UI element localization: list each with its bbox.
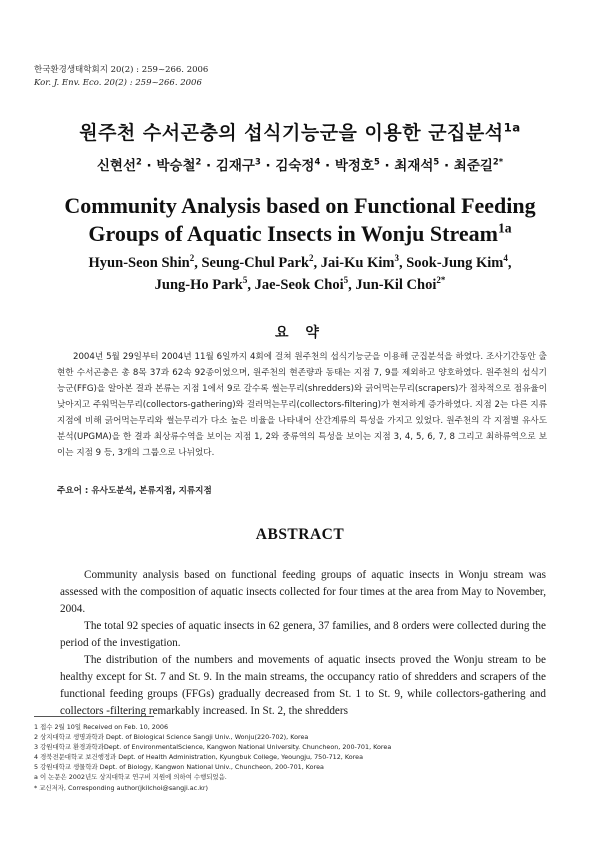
author-en: Jun-Kil Choi$^{2*}$ bbox=[355, 275, 446, 293]
footnote: 2 상지대학교 생명과학과 Dept. of Biological Science Sangji Univ., Wonju(220-702), Korea bbox=[34, 733, 309, 742]
keywords-label: 주요어 : bbox=[57, 486, 89, 496]
keywords-text: 유사도분석, 본류지점, 지류지점 bbox=[91, 486, 212, 496]
title-english-line2: Groups of Aquatic Insects in Wonju Stream$^{1a}$ bbox=[88, 220, 512, 246]
author-en: Jai-Ku Kim$^3$ bbox=[320, 253, 399, 271]
author-en: Seung-Chul Park$^2$ bbox=[201, 253, 314, 271]
abstract-paragraph: The total 92 species of aquatic insects in 62 genera, 37 families, and 8 orders were collected during the period of the investigation. bbox=[60, 620, 546, 649]
keywords bbox=[57, 484, 212, 496]
footnote: a 이 논문은 2002년도 상지대학교 연구비 지원에 의하여 수행되었음. bbox=[34, 773, 227, 782]
author-ko: 최준길$^{2*}$ bbox=[453, 156, 504, 174]
author-en: Jung-Ho Park$^5$ bbox=[154, 275, 248, 293]
authors-korean: 신현선$^2$ · 박승철$^2$ · 김재구$^3$ · 김숙정$^4$ · 박정호$^5$ · 최재석$^5$ · 최준길$^{2*}$ bbox=[96, 156, 504, 174]
footnote: 3 강원대학교 환경과학과Dept. of EnvironmentalScience, Kangwon National University. Chuncheon, 200-701, Korea bbox=[34, 743, 392, 752]
title-english bbox=[0, 192, 600, 248]
author-ko: 신현선$^2$ bbox=[96, 156, 142, 174]
authors-english: Hyun-Seon Shin$^2$, Seung-Chul Park$^2$, Jai-Ku Kim$^3$, Sook-Jung Kim$^4$, Jung-Ho Park$^5$, Jae-Seok Choi$^5$, Jun-Kil Choi$^{2*}$ bbox=[88, 253, 512, 293]
author-en: Sook-Jung Kim$^4$ bbox=[406, 253, 508, 271]
author-en: Hyun-Seon Shin$^2$ bbox=[88, 253, 195, 271]
author-ko: 최재석$^5$ bbox=[394, 156, 440, 174]
footnote: 1 접수 2월 10일 Received on Feb. 10, 2006 bbox=[34, 723, 169, 731]
footnotes bbox=[34, 722, 574, 793]
author-ko: 박승철$^2$ bbox=[156, 156, 202, 174]
title-english-sup: 1a bbox=[497, 220, 512, 236]
title-korean bbox=[0, 118, 600, 145]
korean-summary bbox=[57, 349, 547, 461]
author-ko: 김재구$^3$ bbox=[215, 156, 261, 174]
title-korean-sup: 1a bbox=[503, 120, 521, 135]
journal-citation-en: Kor. J. Env. Eco. 20(2) : 259~266. 2006 bbox=[34, 78, 202, 88]
footnote: 4 경북전문대학교 보건행정과 Dept. of Health Administration, Kyungbuk College, Yeoungju, 750-712, Korea bbox=[34, 753, 363, 762]
abstract-paragraph: The distribution of the numbers and movements of aquatic insects proved the Wonju stream to be healthy except for St. 7 and St. 9. In the main streams, the occupancy ratio of shredders and scrapers of the functional feeding groups (FFGs) gradually decreased from St. 1 to St. 9, while collectors-gathering and collectors -filtering remarkably increased. In St. 2, the shredders bbox=[60, 654, 546, 717]
author-ko: 김숙정$^4$ bbox=[275, 156, 321, 174]
abstract-paragraph: Community analysis based on functional feeding groups of aquatic insects in Wonju stream was assessed with the composition of aquatic insects collected for four times at the area from May to November, 2004. bbox=[60, 569, 546, 615]
title-korean-text: 원주천 수서곤충의 섭식기능군을 이용한 군집분석 bbox=[79, 122, 504, 144]
footnote: * 교신저자, Corresponding author(jkilchoi@sangji.ac.kr) bbox=[34, 783, 209, 792]
journal-citation-ko: 한국환경생태학회지 20(2) : 259~266. 2006 bbox=[34, 65, 209, 75]
journal-citation bbox=[34, 64, 208, 90]
summary-heading: 요 약 bbox=[275, 325, 325, 341]
author-en: Jae-Seok Choi$^5$ bbox=[254, 275, 349, 293]
title-english-line1: Community Analysis based on Functional Feeding bbox=[64, 193, 536, 218]
abstract-heading: ABSTRACT bbox=[255, 526, 345, 543]
footnote: 5 강원대학교 생물학과 Dept. of Biology, Kangwon National Univ., Chuncheon, 200-701, Korea bbox=[34, 763, 324, 772]
english-abstract bbox=[60, 567, 546, 720]
korean-summary-paragraph: 2004년 5월 29일부터 2004년 11월 6일까지 4회에 걸쳐 원주천의 섭식기능군을 이용해 군집분석을 하였다. 조사기간동안 출현한 수서곤충은 총 8목 37과 62속 92종이었으며, 원주천의 현존량과 동태는 지점 7, 9를 제외하고 양호하였다. 원주천의 섭식기능군(FFG)을 알아본 결과 본류는 지점 1에서 9로 갈수록 썰는무리(shredders)와 긁어먹는무리(scrapers)가 점차적으로 점유율이 낮아지고 주워먹는무리(collectors-gathering)와 걸러먹는무리(collectors-filtering)가 현저하게 증가하였다. 지점 2는 다른 지류지점에 비해 긁어먹는무리와 썰는무리가 다소 높은 비율을 나타내어 산간계류의 특성을 가지고 있었다. 원주천의 각 지점별 유사도분석(UPGMA)을 한 결과 최상류수역을 보이는 지점 1, 2와 중류역의 특성을 보이는 지점 3, 4, 5, 6, 7, 8 그리고 최하류역으로 보이는 지점 9 등, 3개의 그룹으로 나뉘었다. bbox=[57, 352, 547, 458]
footnote-divider bbox=[34, 716, 154, 717]
author-ko: 박정호$^5$ bbox=[334, 156, 380, 174]
